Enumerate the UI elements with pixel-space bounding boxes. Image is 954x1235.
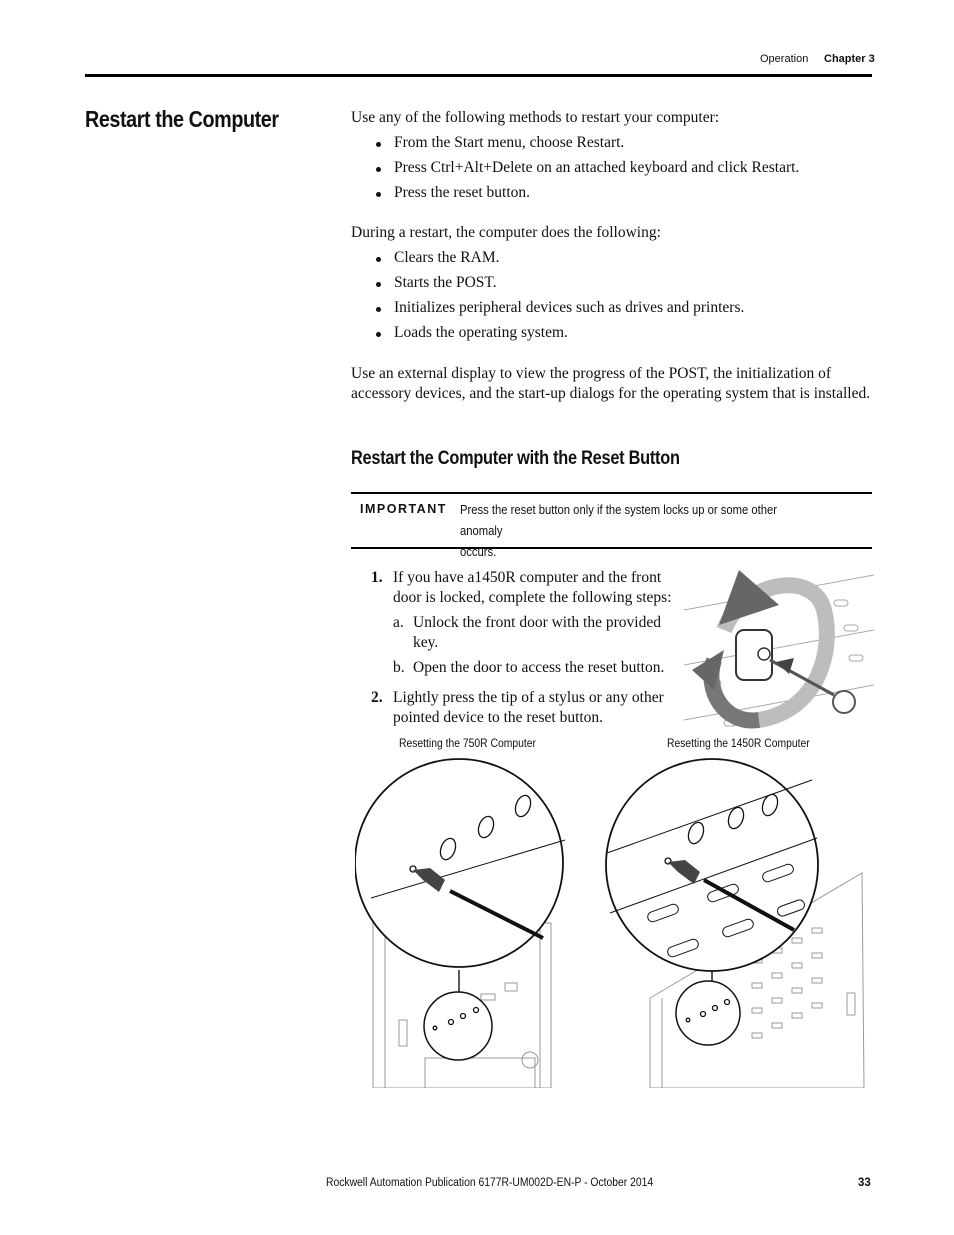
step-2-line-2: pointed device to the reset button. [393,709,604,726]
important-label: IMPORTANT [360,502,447,516]
important-text-line-1: Press the reset button only if the system locks up or some other anomaly [460,503,778,538]
key-unlock-illustration [684,570,874,740]
running-header-section: Operation [760,53,809,65]
step-b-line-1: Open the door to access the reset button. [413,659,665,676]
step-1-number: 1. [371,569,383,586]
restart-intro-paragraph: During a restart, the computer does the following: [351,224,661,241]
restart-methods-list [372,133,799,208]
step-1-line-1: If you have a1450R computer and the front [393,569,662,586]
step-2-number: 2. [371,689,383,706]
list-item: Press Ctrl+Alt+Delete on an attached keyboard and click Restart. [372,158,799,183]
list-item: Initializes peripheral devices such as drives and printers. [372,298,744,323]
reset-750r-illustration [355,758,575,1088]
step-2-line-1: Lightly press the tip of a stylus or any other [393,689,664,706]
section-title: Restart the Computer [85,106,279,132]
display-paragraph-line-1: Use an external display to view the progress of the POST, the initialization of [351,365,832,382]
page-number: 33 [858,1177,871,1189]
caption-750r: Resetting the 750R Computer [399,738,536,750]
intro-paragraph: Use any of the following methods to restart your computer: [351,109,720,126]
step-b-label: b. [393,659,405,676]
step-a-line-2: key. [413,634,439,651]
header-rule [85,74,872,77]
step-1-line-2: door is locked, complete the following steps: [393,589,672,606]
list-item: From the Start menu, choose Restart. [372,133,799,158]
list-item: Press the reset button. [372,183,799,208]
list-item: Loads the operating system. [372,323,744,348]
running-header-chapter: Chapter 3 [824,53,875,65]
restart-actions-list [372,248,744,348]
important-text [460,500,820,563]
list-item: Clears the RAM. [372,248,744,273]
list-item: Starts the POST. [372,273,744,298]
step-a-line-1: Unlock the front door with the provided [413,614,661,631]
important-notice [351,492,872,559]
display-paragraph-line-2: accessory devices, and the start-up dialogs for the operating system that is installed. [351,385,871,402]
step-a-label: a. [393,614,404,631]
footer-publication: Rockwell Automation Publication 6177R-UM002D-EN-P - October 2014 [326,1177,654,1189]
important-text-line-2: occurs. [460,545,497,559]
reset-1450r-illustration [602,758,872,1088]
caption-1450r: Resetting the 1450R Computer [667,738,810,750]
subsection-title: Restart the Computer with the Reset Button [351,448,680,469]
